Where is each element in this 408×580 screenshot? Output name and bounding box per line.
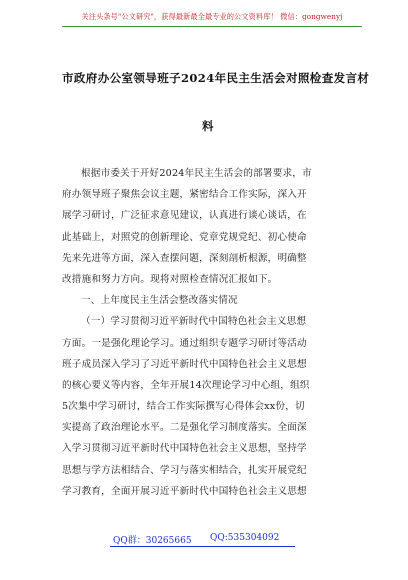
body-line: 班子成员深入学习了习近平新时代中国特色社会主义思想: [62, 358, 307, 370]
body-line: 此基础上，对照党的创新理论、党章党规党纪、初心使命: [62, 231, 307, 243]
body-line: （一）学习贯彻习近平新时代中国特色社会主义思想: [81, 316, 307, 328]
body-line: 改措施和努力方向。现将对照检查情况汇报如下。: [62, 273, 278, 285]
body-line: 实提高了政治理论水平。二是强化学习制度落实。全面深: [62, 422, 307, 434]
section-heading: 一、上年度民主生活会整改落实情况: [81, 295, 238, 307]
qq-group-number: QQ群：30265665: [113, 536, 192, 546]
document-title: 市政府办公室领导班子2024年民主生活会对照检查发言材: [62, 71, 370, 85]
header-banner: 关注头条号"公文研究"，获得最新最全最专业的公文资料库！ 微信：gongwenyj: [62, 12, 362, 27]
body-line: 入学习贯彻习近平新时代中国特色社会主义思想，坚持学: [62, 443, 307, 455]
document-title-continued: 料: [202, 119, 214, 133]
body-line: 根据市委关于开好2024年民主生活会的部署要求，市: [81, 168, 312, 179]
document-body: [62, 163, 352, 502]
body-line: 思想与学方法相结合、学习与落实相结合，扎实开展党纪: [62, 464, 307, 476]
body-line: 的核心要义等内容，全年开展14次理论学习中心组，组织: [62, 379, 310, 391]
body-line: 先来先进等方面，深入查摆问题，深刻剖析根源，明确整: [62, 252, 307, 264]
qq-number: QQ:535304092: [210, 533, 280, 543]
body-line: 5次集中学习研讨，结合工作实际撰写心得体会xx份，切: [62, 401, 305, 413]
body-line: 府办领导班子聚焦会议主题，紧密结合工作实际，深入开: [62, 189, 307, 201]
body-line: 展学习研讨，广泛征求意见建议，认真进行谈心谈话，在: [62, 210, 307, 222]
footer-underline: [110, 546, 295, 547]
body-line: 方面。一是强化理论学习。通过组织专题学习研讨等活动: [62, 337, 307, 349]
body-line: 学习教育，全面开展习近平新时代中国特色社会主义思想: [62, 485, 307, 497]
